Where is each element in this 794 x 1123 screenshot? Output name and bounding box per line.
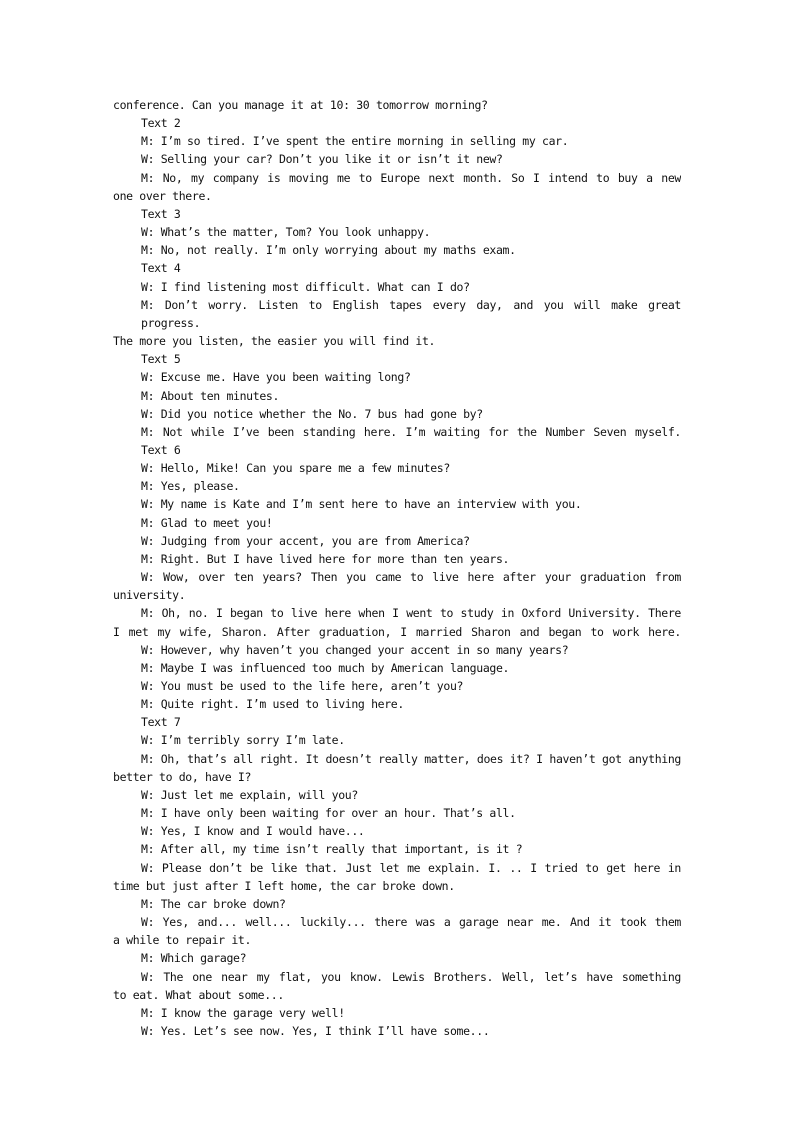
transcript-line: M: Yes, please. <box>141 479 240 494</box>
section-heading: Text 7 <box>141 715 181 730</box>
transcript-line: a while to repair it. <box>113 933 252 948</box>
transcript-line: M: Quite right. I’m used to living here. <box>141 697 404 712</box>
transcript-line: M: About ten minutes. <box>141 388 280 403</box>
section-heading: Text 3 <box>141 206 181 221</box>
transcript-line: one over there. <box>113 188 212 203</box>
transcript-line: M: Which garage? <box>141 951 247 966</box>
transcript-line: The more you listen, the easier you will find it. <box>113 334 436 349</box>
transcript-line: W: I find listening most difficult. What can I do? <box>141 279 470 294</box>
transcript-line: W: However, why haven’t you changed your accent in so many years? <box>141 642 569 657</box>
transcript-line: conference. Can you manage it at 10: 30 tomorrow morning? <box>113 98 488 112</box>
transcript-line: W: What’s the matter, Tom? You look unhappy. <box>141 225 431 240</box>
transcript-line: better to do, have I? <box>113 769 252 784</box>
transcript-line: W: Yes, I know and I would have... <box>141 824 365 839</box>
transcript-line: M: Oh, that’s all right. It doesn’t really matter, does it? I haven’t got anything <box>141 751 681 766</box>
transcript-line: M: Don’t worry. Listen to English tapes every day, and you will make great progress. <box>141 297 681 330</box>
transcript-line: M: I know the garage very well! <box>141 1005 345 1020</box>
transcript-line: M: I’m so tired. I’ve spent the entire morning in selling my car. <box>141 134 569 149</box>
transcript-line: M: I have only been waiting for over an hour. That’s all. <box>141 806 516 821</box>
transcript-line: time but just after I left home, the car broke down. <box>113 878 455 893</box>
section-heading: Text 5 <box>141 352 181 367</box>
transcript-line: W: Selling your car? Don’t you like it or isn’t it new? <box>141 152 503 167</box>
transcript-line: W: Hello, Mike! Can you spare me a few minutes? <box>141 461 450 476</box>
transcript-line: M: Right. But I have lived here for more than ten years. <box>141 551 510 566</box>
transcript-line: M: The car broke down? <box>141 896 286 911</box>
transcript-line: M: No, my company is moving me to Europe next month. So I intend to buy a new <box>141 170 681 185</box>
transcript-line: M: No, not really. I’m only worrying about my maths exam. <box>141 243 516 258</box>
transcript-line: W: Did you notice whether the No. 7 bus had gone by? <box>141 406 483 421</box>
transcript-line: W: I’m terribly sorry I’m late. <box>141 733 345 748</box>
transcript-line: M: Oh, no. I began to live here when I went to study in Oxford University. There <box>141 606 681 621</box>
transcript-line: I met my wife, Sharon. After graduation, I married Sharon and began to work here. <box>113 624 681 639</box>
transcript-line: W: Please don’t be like that. Just let me explain. I. .. I tried to get here in <box>141 860 681 875</box>
transcript-line: W: Wow, over ten years? Then you came to live here after your graduation from <box>141 570 681 585</box>
transcript-line: W: Yes, and... well... luckily... there was a garage near me. And it took them <box>141 915 681 930</box>
transcript-line: M: After all, my time isn’t really that important, is it ? <box>141 842 523 857</box>
transcript-line: W: The one near my flat, you know. Lewis Brothers. Well, let’s have something <box>141 969 681 984</box>
transcript-line: W: You must be used to the life here, aren’t you? <box>141 679 464 693</box>
transcript-line: W: Yes. Let’s see now. Yes, I think I’ll have some... <box>141 1023 490 1038</box>
transcript-line: W: Judging from your accent, you are from America? <box>141 533 470 548</box>
section-heading: Text 6 <box>141 442 181 457</box>
transcript-line: M: Glad to meet you! <box>141 515 273 530</box>
transcript-line: W: My name is Kate and I’m sent here to have an interview with you. <box>141 497 582 512</box>
transcript-line: to eat. What about some... <box>113 987 284 1002</box>
section-heading: Text 4 <box>141 261 181 276</box>
transcript-line: W: Excuse me. Have you been waiting long? <box>141 370 411 385</box>
transcript-line: M: Not while I’ve been standing here. I’m waiting for the Number Seven myself. <box>141 424 681 439</box>
transcript-line: W: Just let me explain, will you? <box>141 787 358 802</box>
document-page <box>113 96 681 1040</box>
transcript-line: M: Maybe I was influenced too much by American language. <box>141 660 510 675</box>
transcript-line: university. <box>113 588 186 603</box>
section-heading: Text 2 <box>141 116 181 131</box>
